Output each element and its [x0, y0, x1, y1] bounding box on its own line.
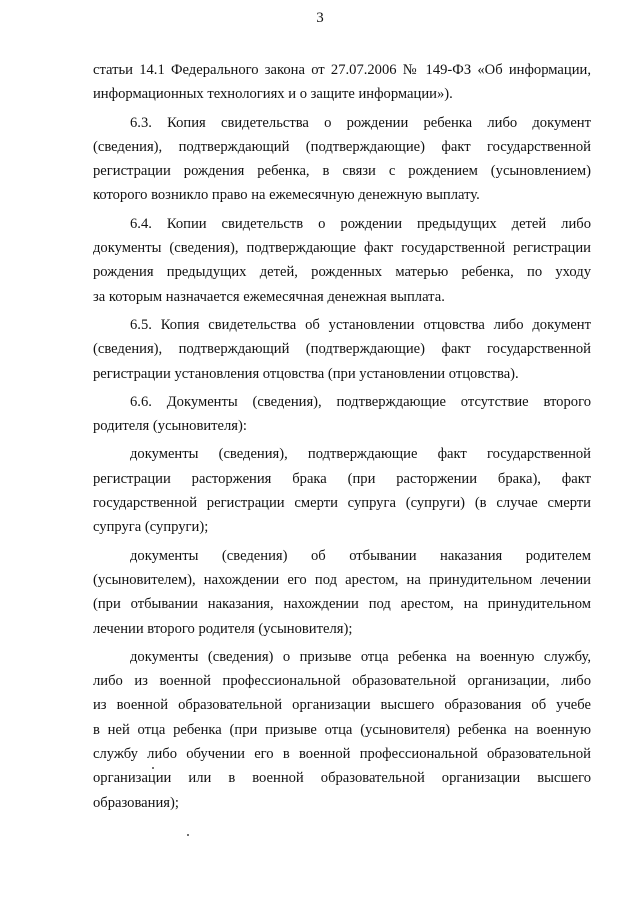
paragraph-line: регистрации расторжения брака (при расторжении брака), факт: [93, 470, 591, 487]
paragraph-line: регистрации рождения ребенка, в связи с рождением (усыновлением): [93, 163, 591, 180]
paragraph-line: документы (сведения), подтверждающие факт государственной: [130, 446, 591, 463]
paragraph-line: (при отбывании наказания, нахождении под арестом, на принудительном: [93, 596, 591, 613]
paragraph-line: из военной образовательной организации высшего образования об учебе: [93, 697, 591, 714]
paragraph-line: 6.6. Документы (сведения), подтверждающие отсутствие второго: [130, 393, 591, 410]
paragraph-line: организации или в военной образовательной организации высшего: [93, 770, 591, 787]
paragraph-line: образования);: [93, 794, 179, 811]
paragraph-line: регистрации установления отцовства (при установлении отцовства).: [93, 365, 519, 382]
paragraph-line: информационных технологиях и о защите информации»).: [93, 86, 453, 103]
paragraph-line: либо из военной профессиональной образовательной организации, либо: [93, 673, 591, 690]
paragraph-line: (усыновителем), нахождении его под арестом, на принудительном лечении: [93, 571, 591, 588]
scan-speck: [152, 767, 154, 769]
paragraph: [93, 442, 591, 539]
paragraph: [93, 544, 591, 641]
paragraph-line: документы (сведения) об отбывании наказания родителем: [130, 547, 591, 564]
paragraph-line: (сведения), подтверждающий (подтверждающие) факт государственной: [93, 138, 591, 155]
paragraph-line: статьи 14.1 Федерального закона от 27.07.2006 № 149-ФЗ «Об информации,: [93, 62, 591, 78]
page-number: 3: [316, 10, 324, 26]
paragraph-line: рождения предыдущих детей, рожденных матерью ребенка, по уходу: [93, 264, 591, 281]
paragraph-line: за которым назначается ежемесячная денежная выплата.: [93, 288, 445, 305]
paragraph-line: в ней отца ребенка (при призыве отца (усыновителя) ребенка на военную: [93, 721, 591, 738]
paragraph: [93, 390, 591, 439]
paragraph: [93, 212, 591, 309]
paragraph-line: 6.4. Копии свидетельств о рождении предыдущих детей либо: [130, 215, 591, 232]
paragraph-line: государственной регистрации смерти супруга (супруги) (в случае смерти: [93, 495, 591, 512]
paragraph-line: документы (сведения), подтверждающие факт государственной регистрации: [93, 240, 591, 257]
paragraph-line: лечении второго родителя (усыновителя);: [93, 620, 353, 637]
scan-speck: [187, 834, 189, 836]
paragraph: [93, 645, 591, 815]
document-body: [93, 58, 591, 819]
paragraph-line: супруга (супруги);: [93, 519, 209, 536]
paragraph: [93, 313, 591, 386]
paragraph-line: 6.5. Копия свидетельства об установлении отцовства либо документ: [130, 316, 591, 333]
paragraph-line: которого возникло право на ежемесячную денежную выплату.: [93, 187, 480, 204]
paragraph-line: документы (сведения) о призыве отца ребенка на военную службу,: [130, 648, 591, 665]
paragraph: [93, 58, 591, 107]
paragraph: [93, 111, 591, 208]
paragraph-line: родителя (усыновителя):: [93, 418, 247, 435]
paragraph-line: (сведения), подтверждающий (подтверждающие) факт государственной: [93, 341, 591, 358]
paragraph-line: службу либо обучении его в военной профессиональной образовательной: [93, 746, 591, 763]
paragraph-line: 6.3. Копия свидетельства о рождении ребенка либо документ: [130, 114, 591, 131]
